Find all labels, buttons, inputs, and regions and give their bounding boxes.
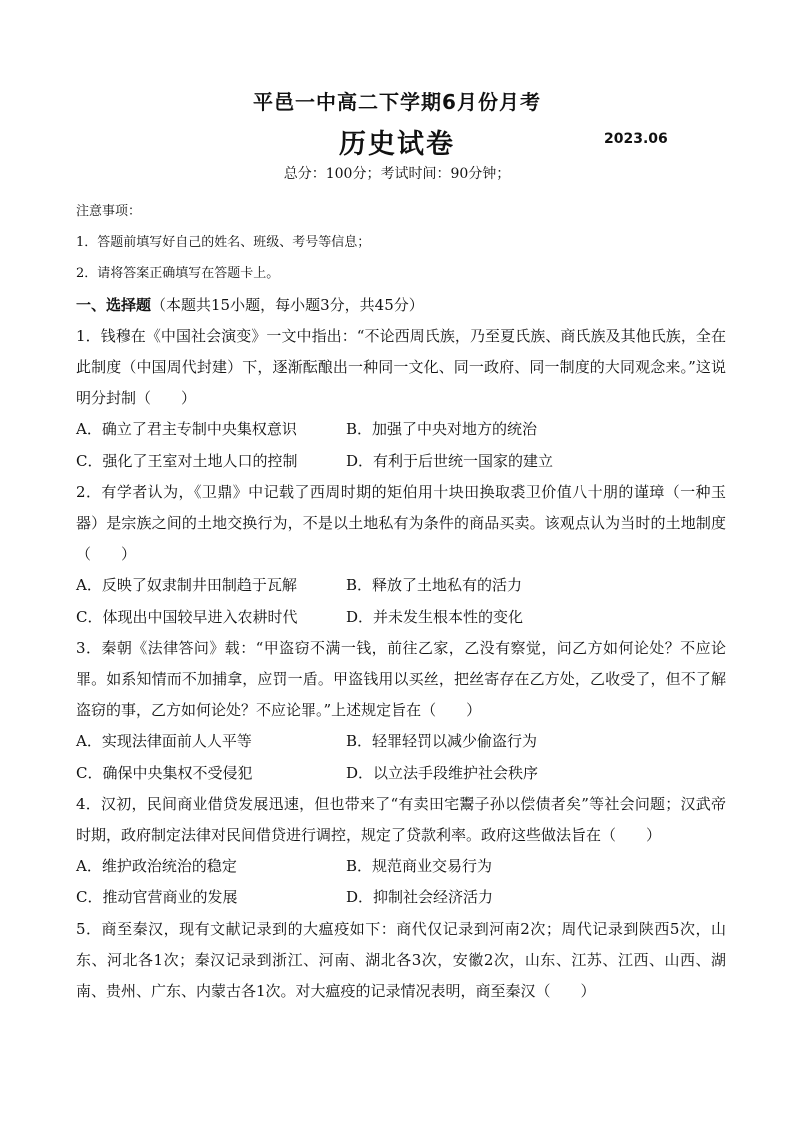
section-title: 一、选择题 [76, 295, 152, 314]
question-4-option-b: B．规范商业交易行为 [346, 857, 493, 876]
question-3-option-c: C．确保中央集权不受侵犯 [76, 763, 253, 782]
question-5-stem: 5．商至秦汉，现有文献记录到的大瘟疫如下：商代仅记录到河南2次；周代记录到陕西5次，山东、河北各1次；秦汉记录到浙江、河南、湖北各3次，安徽2次，山东、江苏、江西、山西、湖南、贵州、广东、内蒙古各1次。对大瘟疫的记录情况表明，商至秦汉（ ） [76, 919, 726, 1001]
question-4-options-row-1 [76, 851, 726, 882]
question-2-options-row-1 [76, 570, 726, 601]
question-4-option-d: D．抑制社会经济活力 [346, 888, 494, 907]
question-2-options-row-2 [76, 602, 726, 633]
question-2-option-d: D．并未发生根本性的变化 [346, 607, 524, 626]
question-2-option-a: A．反映了奴隶制井田制趋于瓦解 [76, 576, 297, 595]
question-1-option-c: C．强化了王室对土地人口的控制 [76, 451, 298, 470]
question-1-option-a: A．确立了君主专制中央集权意识 [76, 420, 297, 439]
question-1-options-row-2 [76, 446, 726, 477]
question-4-option-c: C．推动官营商业的发展 [76, 888, 238, 907]
exam-info: 总分：100分；考试时间：90分钟； [283, 166, 511, 182]
question-3-option-a: A．实现法律面前人人平等 [76, 732, 252, 751]
exam-date: 2023.06 [604, 131, 668, 147]
question-1-stem: 1．钱穆在《中国社会演变》一文中指出：“不论西周氏族，乃至夏氏族、商氏族及其他氏族，全在此制度（中国周代封建）下，逐渐酝酿出一种同一文化、同一政府、同一制度的大同观念来。”这说明分封制（ ） [76, 326, 726, 408]
question-1-option-d: D．有利于后世统一国家的建立 [346, 451, 554, 470]
question-3-stem: 3．秦朝《法律答问》载：“甲盗窃不满一钱，前往乙家，乙没有察觉，问乙方如何论处？不应论罪。如系知情而不加捕拿，应罚一盾。甲盗钱用以买丝，把丝寄存在乙方处，乙收受了，但不了解盗窃的事，乙方如何论处？不应论罪。”上述规定旨在（ ） [76, 638, 726, 720]
question-2-option-b: B．释放了土地私有的活力 [346, 576, 523, 595]
note-item-2: 2．请将答案正确填写在答题卡上。 [76, 266, 280, 282]
section-note: （本题共15小题，每小题3分，共45分） [151, 295, 424, 314]
section-heading [76, 290, 726, 321]
question-3-options-row-2 [76, 758, 726, 789]
question-4-stem: 4．汉初，民间商业借贷发展迅速，但也带来了“有卖田宅鬻子孙以偿债者矣”等社会问题；汉武帝时期，政府制定法律对民间借贷进行调控，规定了贷款利率。政府这些做法旨在（ ） [76, 794, 726, 845]
exam-title: 历史试卷 [339, 129, 455, 160]
question-3-option-b: B．轻罪轻罚以减少偷盗行为 [346, 732, 538, 751]
question-2-stem: 2．有学者认为，《卫鼎》中记载了西周时期的矩伯用十块田换取裘卫价值八十朋的谨璋（一种玉器）是宗族之间的土地交换行为，不是以土地私有为条件的商品买卖。该观点认为当时的土地制度（ ） [76, 482, 726, 564]
question-3-option-d: D．以立法手段维护社会秩序 [346, 763, 539, 782]
question-1-options-row-1 [76, 414, 726, 445]
question-4-options-row-2 [76, 882, 726, 913]
question-3-options-row-1 [76, 726, 726, 757]
exam-body [76, 196, 726, 1007]
school-title: 平邑一中高二下学期6月份月考 [253, 90, 541, 114]
notes-heading: 注意事项： [76, 204, 142, 219]
question-1-option-b: B．加强了中央对地方的统治 [346, 420, 538, 439]
question-2-option-c: C．体现出中国较早进入农耕时代 [76, 607, 298, 626]
note-item-1: 1．答题前填写好自己的姓名、班级、考号等信息； [76, 235, 371, 251]
question-4-option-a: A．维护政治统治的稳定 [76, 857, 237, 876]
